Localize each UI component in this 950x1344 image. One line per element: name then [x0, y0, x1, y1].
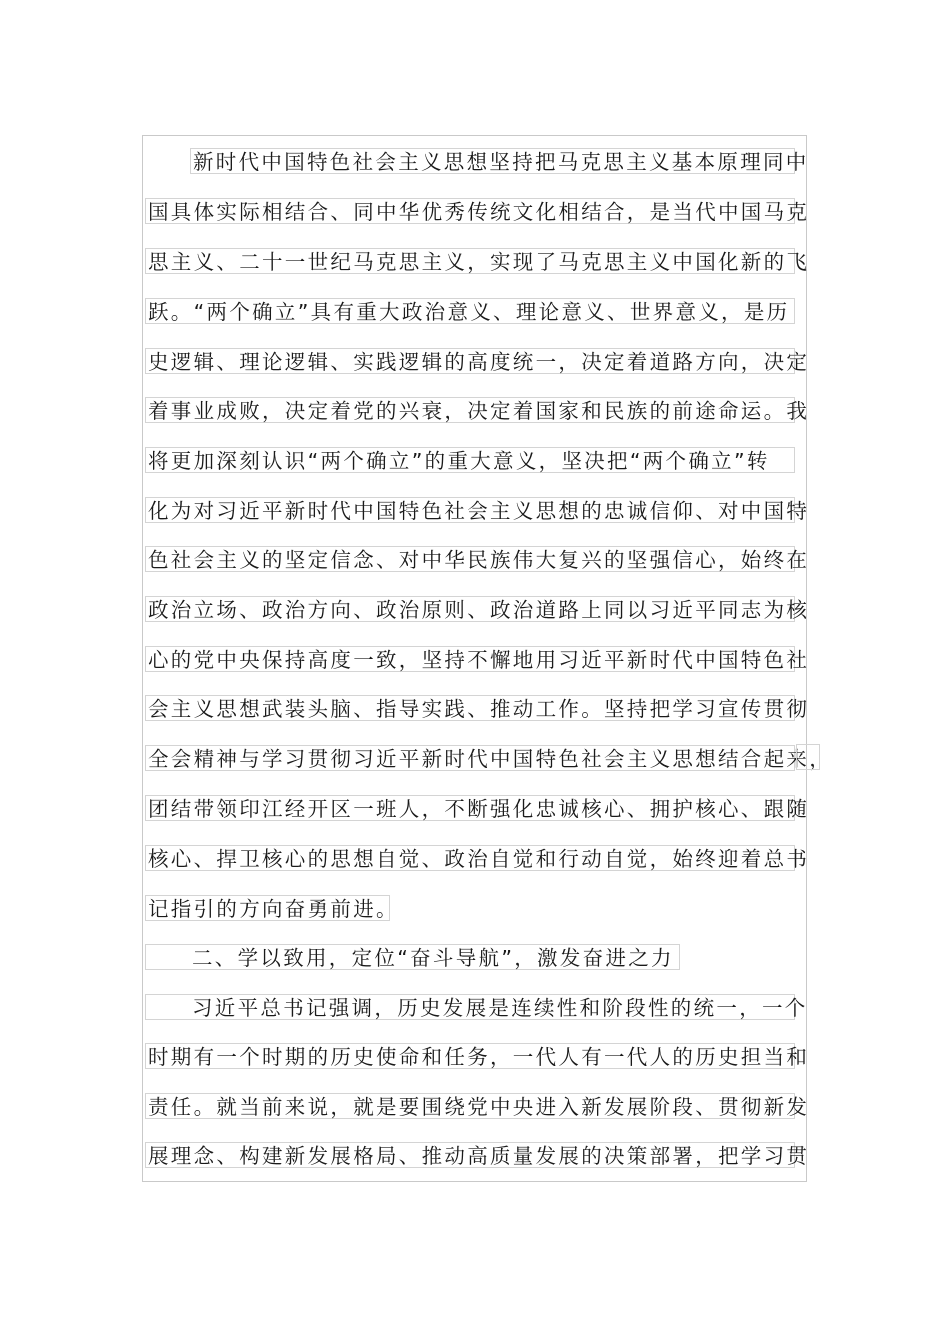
- paragraph-line: 记指引的方向奋勇前进。: [145, 895, 390, 921]
- paragraph-line: 跃。“两个确立”具有重大政治意义、理论意义、世界意义，是历: [145, 298, 795, 324]
- paragraph-line: 将更加深刻认识“两个确立”的重大意义，坚决把“两个确立”转: [145, 447, 795, 473]
- paragraph-line: 化为对习近平新时代中国特色社会主义思想的忠诚信仰、对中国特: [145, 497, 795, 523]
- paragraph-line: 思主义、二十一世纪马克思主义，实现了马克思主义中国化新的飞: [145, 248, 795, 274]
- paragraph-line: 政治立场、政治方向、政治原则、政治道路上同以习近平同志为核: [145, 596, 795, 622]
- paragraph-line: 责任。就当前来说，就是要围绕党中央进入新发展阶段、贯彻新发: [145, 1093, 795, 1119]
- paragraph-line: 全会精神与学习贯彻习近平新时代中国特色社会主义思想结合起来，: [145, 745, 795, 771]
- paragraph-line: 史逻辑、理论逻辑、实践逻辑的高度统一，决定着道路方向，决定: [145, 348, 795, 374]
- overflow-box: [796, 744, 820, 770]
- paragraph-line: 展理念、构建新发展格局、推动高质量发展的决策部署，把学习贯: [145, 1142, 795, 1168]
- paragraph-line: 心的党中央保持高度一致，坚持不懈地用习近平新时代中国特色社: [145, 646, 795, 672]
- paragraph-line: 新时代中国特色社会主义思想坚持把马克思主义基本原理同中: [190, 148, 795, 174]
- paragraph-line: 团结带领印江经开区一班人，不断强化忠诚核心、拥护核心、跟随: [145, 795, 795, 821]
- paragraph-line: 着事业成败，决定着党的兴衰，决定着国家和民族的前途命运。我: [145, 397, 795, 423]
- paragraph-line: 色社会主义的坚定信念、对中华民族伟大复兴的坚强信心，始终在: [145, 546, 795, 572]
- paragraph-line: 核心、捍卫核心的思想自觉、政治自觉和行动自觉，始终迎着总书: [145, 845, 795, 871]
- paragraph-line: 会主义思想武装头脑、指导实践、推动工作。坚持把学习宣传贯彻: [145, 695, 795, 721]
- paragraph-line: 国具体实际相结合、同中华优秀传统文化相结合，是当代中国马克: [145, 198, 795, 224]
- paragraph-line: 时期有一个时期的历史使命和任务，一代人有一代人的历史担当和: [145, 1043, 795, 1069]
- paragraph-line: 习近平总书记强调，历史发展是连续性和阶段性的统一，一个: [145, 994, 795, 1020]
- section-heading: 二、学以致用，定位“奋斗导航”，激发奋进之力: [145, 944, 680, 970]
